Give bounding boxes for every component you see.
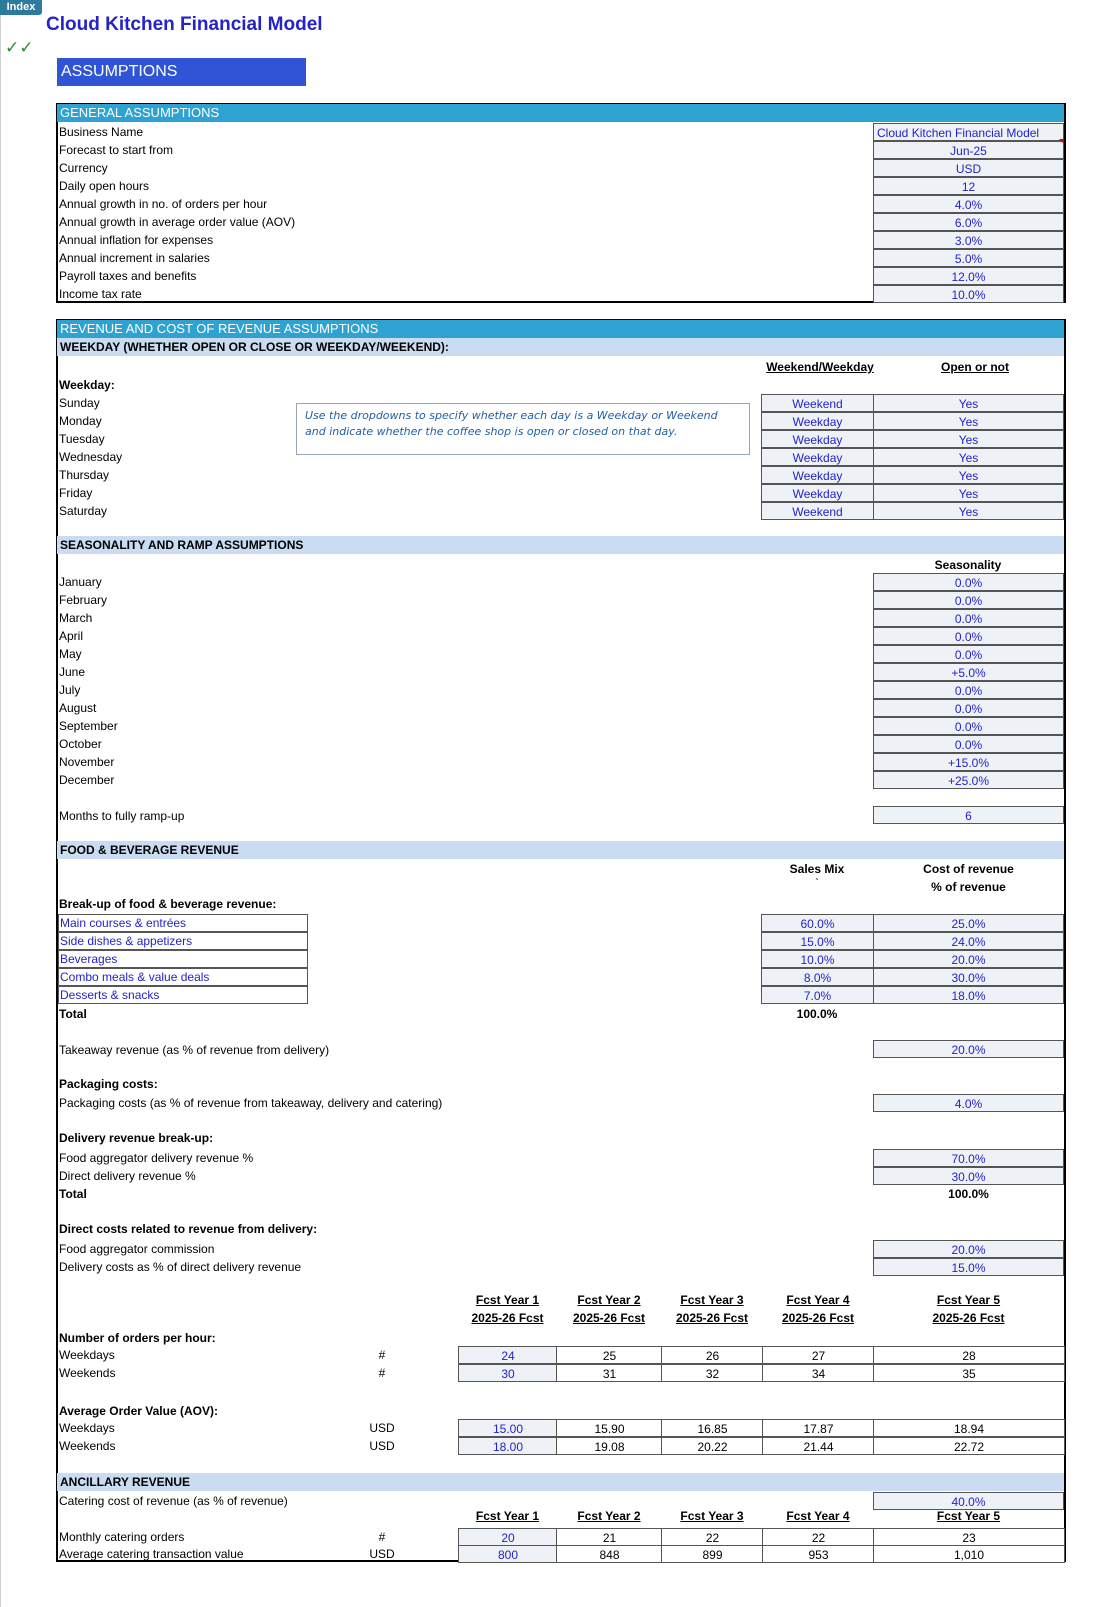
general-row-input[interactable]: 3.0% — [873, 231, 1064, 249]
takeaway-input[interactable]: 20.0% — [873, 1040, 1064, 1058]
general-row-input[interactable]: 12.0% — [873, 267, 1064, 285]
month-label: December — [59, 773, 115, 787]
day-open-dropdown[interactable]: Yes — [873, 502, 1064, 520]
delivery-heading: Delivery revenue break-up: — [59, 1131, 214, 1145]
aov-value: 19.08 — [556, 1437, 663, 1455]
seasonality-input[interactable]: 0.0% — [873, 681, 1064, 699]
aov-row-label: Weekends — [59, 1439, 116, 1453]
delivery-total-value: 100.0% — [948, 1187, 989, 1201]
day-label: Monday — [59, 414, 102, 428]
index-button[interactable]: Index — [0, 0, 42, 15]
month-label: June — [59, 665, 86, 679]
general-row-input[interactable]: Cloud Kitchen Financial Model — [873, 123, 1064, 141]
seasonality-input[interactable]: 0.0% — [873, 609, 1064, 627]
orders-row-unit: # — [378, 1348, 386, 1362]
year-header: Fcst Year 1 — [475, 1293, 540, 1307]
catering-value[interactable]: 20 — [458, 1528, 558, 1546]
sheet-left-border — [0, 0, 1, 1607]
direct-delivery-label: Direct delivery revenue % — [59, 1169, 196, 1183]
aggregator-label: Food aggregator delivery revenue % — [59, 1151, 254, 1165]
revenue-item-label: Main courses & entrées — [58, 914, 308, 932]
year-header: Fcst Year 2 — [577, 1293, 641, 1307]
catering-cor-input[interactable]: 40.0% — [873, 1492, 1064, 1510]
food-beverage-subheader: FOOD & BEVERAGE REVENUE — [57, 841, 1064, 859]
ancillary-subheader: ANCILLARY REVENUE — [57, 1473, 1064, 1491]
month-label: November — [59, 755, 115, 769]
aov-row-label: Weekdays — [59, 1421, 115, 1435]
cost-of-revenue-input[interactable]: 18.0% — [873, 986, 1064, 1004]
aov-value: 15.90 — [556, 1419, 663, 1437]
day-open-dropdown[interactable]: Yes — [873, 394, 1064, 412]
catering-cor-label: Catering cost of revenue (as % of revenue) — [59, 1494, 288, 1508]
day-type-dropdown[interactable]: Weekday — [761, 448, 874, 466]
month-label: March — [59, 611, 93, 625]
ramp-input[interactable]: 6 — [873, 806, 1064, 824]
direct-delivery-input[interactable]: 30.0% — [873, 1167, 1064, 1185]
general-row-label: Annual inflation for expenses — [59, 233, 214, 247]
seasonality-input[interactable]: 0.0% — [873, 591, 1064, 609]
delivery-total-label: Total — [59, 1187, 87, 1201]
day-open-dropdown[interactable]: Yes — [873, 430, 1064, 448]
general-row-label: Annual growth in no. of orders per hour — [59, 197, 268, 211]
aov-heading: Average Order Value (AOV): — [59, 1404, 218, 1418]
catering-row-label: Monthly catering orders — [59, 1530, 185, 1544]
general-row-label: Annual increment in salaries — [59, 251, 210, 265]
day-open-dropdown[interactable]: Yes — [873, 484, 1064, 502]
catering-year-header: Fcst Year 1 — [475, 1509, 540, 1523]
revenue-item-label: Desserts & snacks — [58, 986, 308, 1004]
general-row-label: Daily open hours — [59, 179, 150, 193]
month-label: October — [59, 737, 102, 751]
orders-value[interactable]: 24 — [458, 1346, 558, 1364]
total-label: Total — [59, 1007, 87, 1021]
seasonality-input[interactable]: +5.0% — [873, 663, 1064, 681]
dropdown-instruction-note: Use the dropdowns to specify whether each day is a Weekday or Weekend and indicate whether the coffee shop is open or closed on that day. — [296, 403, 750, 455]
catering-value: 1,010 — [873, 1545, 1065, 1563]
year-header: Fcst Year 4 — [786, 1293, 850, 1307]
seasonality-input[interactable]: 0.0% — [873, 735, 1064, 753]
sales-mix-total: 100.0% — [796, 1007, 838, 1021]
day-type-dropdown[interactable]: Weekday — [761, 466, 874, 484]
catering-value: 22 — [762, 1528, 875, 1546]
catering-value: 899 — [661, 1545, 764, 1563]
year-header: Fcst Year 3 — [680, 1293, 744, 1307]
revenue-assumptions-header: REVENUE AND COST OF REVENUE ASSUMPTIONS — [57, 320, 1064, 338]
month-label: January — [59, 575, 102, 589]
month-label: August — [59, 701, 97, 715]
sales-mix-input[interactable]: 7.0% — [761, 986, 874, 1004]
delivery-cost-label: Delivery costs as % of direct delivery revenue — [59, 1260, 302, 1274]
orders-value: 27 — [762, 1346, 875, 1364]
sales-mix-input[interactable]: 10.0% — [761, 950, 874, 968]
year-subheader: 2025-26 Fcst — [932, 1311, 1005, 1325]
open-column-header: Open or not — [941, 360, 1009, 374]
revenue-item-label: Beverages — [58, 950, 308, 968]
orders-value: 35 — [873, 1364, 1065, 1382]
aov-value: 18.94 — [873, 1419, 1065, 1437]
aov-value: 21.44 — [762, 1437, 875, 1455]
day-label: Thursday — [59, 468, 110, 482]
day-type-dropdown[interactable]: Weekend — [761, 502, 874, 520]
direct-costs-heading: Direct costs related to revenue from delivery: — [59, 1222, 318, 1236]
orders-heading: Number of orders per hour: — [59, 1331, 216, 1345]
aov-value: 17.87 — [762, 1419, 875, 1437]
day-label: Tuesday — [59, 432, 105, 446]
cost-of-revenue-pct-header: % of revenue — [931, 880, 1006, 894]
aov-value[interactable]: 18.00 — [458, 1437, 558, 1455]
catering-year-header: Fcst Year 5 — [936, 1509, 1001, 1523]
page-title: Cloud Kitchen Financial Model — [46, 14, 323, 35]
commission-label: Food aggregator commission — [59, 1242, 215, 1256]
check-icon: ✓✓ — [5, 38, 34, 57]
seasonality-input[interactable]: 0.0% — [873, 627, 1064, 645]
day-type-dropdown[interactable]: Weekday — [761, 430, 874, 448]
orders-row-label: Weekdays — [59, 1348, 115, 1362]
year-subheader: 2025-26 Fcst — [572, 1311, 646, 1325]
general-row-input[interactable]: Jun-25 — [873, 141, 1064, 159]
aov-value[interactable]: 15.00 — [458, 1419, 558, 1437]
catering-year-header: Fcst Year 3 — [680, 1509, 744, 1523]
aov-value: 16.85 — [661, 1419, 764, 1437]
catering-row-label: Average catering transaction value — [59, 1547, 244, 1561]
month-label: February — [59, 593, 108, 607]
packaging-label: Packaging costs (as % of revenue from takeaway, delivery and catering) — [59, 1096, 443, 1110]
year-subheader: 2025-26 Fcst — [675, 1311, 749, 1325]
catering-value: 22 — [661, 1528, 764, 1546]
month-label: April — [59, 629, 84, 643]
sales-mix-input[interactable]: 60.0% — [761, 914, 874, 932]
seasonality-input[interactable]: 0.0% — [873, 699, 1064, 717]
orders-row-unit: # — [378, 1366, 386, 1380]
catering-row-unit: # — [378, 1530, 386, 1544]
general-row-label: Forecast to start from — [59, 143, 174, 157]
comment-indicator-icon — [1059, 139, 1064, 144]
packaging-heading: Packaging costs: — [59, 1077, 158, 1091]
general-row-label: Income tax rate — [59, 287, 142, 301]
day-open-dropdown[interactable]: Yes — [873, 412, 1064, 430]
seasonality-input[interactable]: +15.0% — [873, 753, 1064, 771]
month-label: May — [59, 647, 82, 661]
sales-mix-column-header: Sales Mix — [789, 862, 845, 876]
general-row-label: Payroll taxes and benefits — [59, 269, 197, 283]
commission-input[interactable]: 20.0% — [873, 1240, 1064, 1258]
orders-value: 31 — [556, 1364, 663, 1382]
orders-value: 26 — [661, 1346, 764, 1364]
weekday-label: Weekday: — [59, 378, 115, 392]
day-label: Sunday — [59, 396, 100, 410]
seasonality-input[interactable]: 0.0% — [873, 645, 1064, 663]
catering-year-header: Fcst Year 4 — [786, 1509, 850, 1523]
general-row-input[interactable]: 12 — [873, 177, 1064, 195]
year-subheader: 2025-26 Fcst — [471, 1311, 544, 1325]
catering-value: 23 — [873, 1528, 1065, 1546]
cost-of-revenue-input[interactable]: 25.0% — [873, 914, 1064, 932]
breakup-label: Break-up of food & beverage revenue: — [59, 897, 277, 911]
month-label: July — [59, 683, 81, 697]
sales-mix-input[interactable]: 8.0% — [761, 968, 874, 986]
sales-mix-input[interactable]: 15.0% — [761, 932, 874, 950]
aov-row-unit: USD — [369, 1421, 395, 1435]
revenue-item-label: Side dishes & appetizers — [58, 932, 308, 950]
general-row-input[interactable]: USD — [873, 159, 1064, 177]
general-row-input[interactable]: 5.0% — [873, 249, 1064, 267]
aov-row-unit: USD — [369, 1439, 395, 1453]
catering-value: 953 — [762, 1545, 875, 1563]
cost-of-revenue-input[interactable]: 30.0% — [873, 968, 1064, 986]
delivery-cost-input[interactable]: 15.0% — [873, 1258, 1064, 1276]
orders-value: 25 — [556, 1346, 663, 1364]
year-subheader: 2025-26 Fcst — [781, 1311, 855, 1325]
month-label: September — [59, 719, 118, 733]
day-open-dropdown[interactable]: Yes — [873, 466, 1064, 484]
cost-of-revenue-input[interactable]: 24.0% — [873, 932, 1064, 950]
catering-row-unit: USD — [369, 1547, 395, 1561]
orders-row-label: Weekends — [59, 1366, 116, 1380]
cost-of-revenue-column-header: Cost of revenue — [923, 862, 1014, 876]
ramp-label: Months to fully ramp-up — [59, 809, 185, 823]
general-row-label: Currency — [59, 161, 108, 175]
seasonality-input[interactable]: 0.0% — [873, 573, 1064, 591]
catering-value: 848 — [556, 1545, 663, 1563]
general-row-label: Business Name — [59, 125, 144, 139]
aov-value: 22.72 — [873, 1437, 1065, 1455]
general-row-input[interactable]: 10.0% — [873, 285, 1064, 303]
assumptions-banner: ASSUMPTIONS — [57, 58, 306, 86]
day-label: Wednesday — [59, 450, 123, 464]
weekday-subheader: WEEKDAY (WHETHER OPEN OR CLOSE OR WEEKDAY/WEEKEND): — [57, 338, 1064, 356]
orders-value: 28 — [873, 1346, 1065, 1364]
seasonality-column-header: Seasonality — [934, 558, 1002, 572]
general-row-input[interactable]: 6.0% — [873, 213, 1064, 231]
day-type-dropdown[interactable]: Weekday — [761, 412, 874, 430]
aggregator-input[interactable]: 70.0% — [873, 1149, 1064, 1167]
takeaway-label: Takeaway revenue (as % of revenue from delivery) — [59, 1043, 330, 1057]
day-label: Friday — [59, 486, 93, 500]
day-type-dropdown[interactable]: Weekend — [761, 394, 874, 412]
orders-value: 32 — [661, 1364, 764, 1382]
weekend-weekday-column-header: Weekend/Weekday — [766, 360, 874, 374]
orders-value[interactable]: 30 — [458, 1364, 558, 1382]
day-open-dropdown[interactable]: Yes — [873, 448, 1064, 466]
day-label: Saturday — [59, 504, 108, 518]
sales-mix-tick: ` — [815, 876, 819, 890]
day-type-dropdown[interactable]: Weekday — [761, 484, 874, 502]
catering-year-header: Fcst Year 2 — [577, 1509, 641, 1523]
catering-value: 21 — [556, 1528, 663, 1546]
orders-value: 34 — [762, 1364, 875, 1382]
year-header: Fcst Year 5 — [936, 1293, 1001, 1307]
seasonality-subheader: SEASONALITY AND RAMP ASSUMPTIONS — [57, 536, 1064, 554]
general-assumptions-header: GENERAL ASSUMPTIONS — [57, 104, 1064, 122]
general-row-input[interactable]: 4.0% — [873, 195, 1064, 213]
packaging-input[interactable]: 4.0% — [873, 1094, 1064, 1112]
general-row-label: Annual growth in average order value (AOV) — [59, 215, 296, 229]
revenue-item-label: Combo meals & value deals — [58, 968, 308, 986]
seasonality-input[interactable]: 0.0% — [873, 717, 1064, 735]
seasonality-input[interactable]: +25.0% — [873, 771, 1064, 789]
aov-value: 20.22 — [661, 1437, 764, 1455]
cost-of-revenue-input[interactable]: 20.0% — [873, 950, 1064, 968]
catering-value[interactable]: 800 — [458, 1545, 558, 1563]
